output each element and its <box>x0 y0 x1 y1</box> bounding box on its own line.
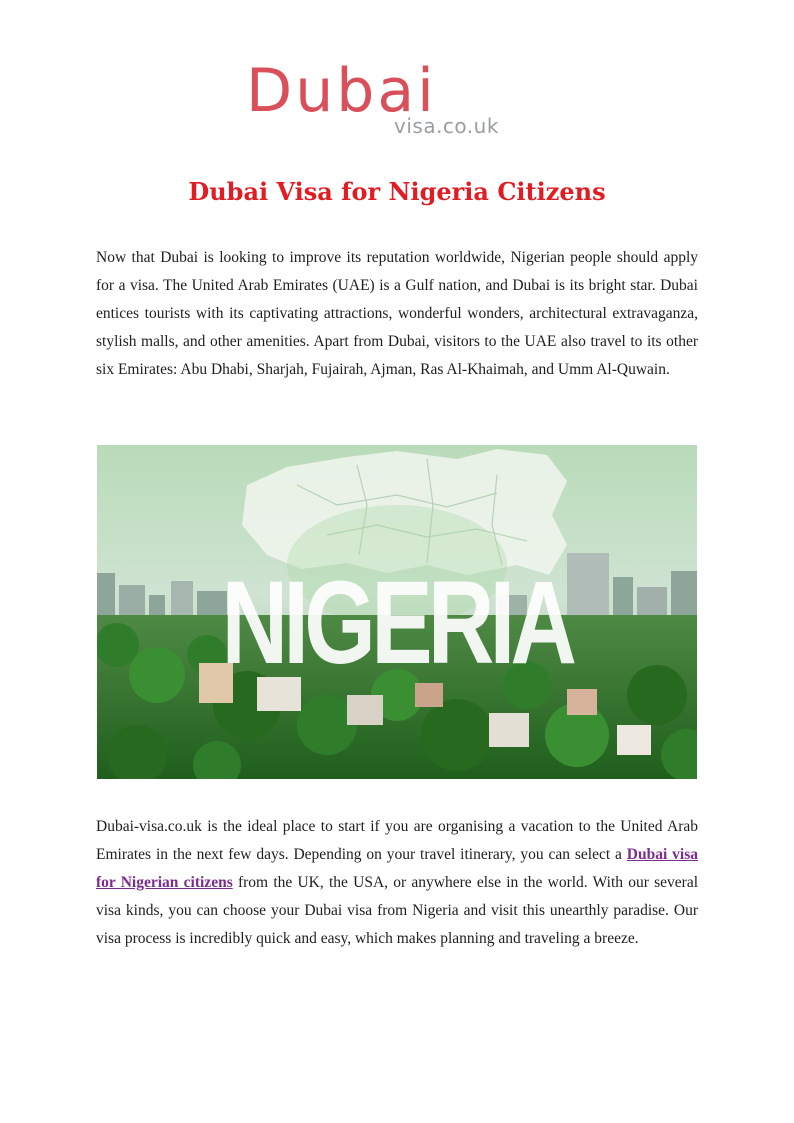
logo-domain: visa.co.uk <box>394 114 499 138</box>
dubai-visa-logo <box>246 58 546 140</box>
nigeria-hero-image <box>97 445 697 779</box>
logo-wordmark: Dubai <box>246 56 437 126</box>
nigeria-overlay-text: NIGERIA <box>221 557 573 689</box>
page-title: Dubai Visa for Nigeria Citizens <box>188 177 606 206</box>
intro-paragraph: Now that Dubai is looking to improve its reputation worldwide, Nigerian people should apply for a visa. The United Arab Emirates (UAE) is a Gulf nation, and Dubai is its bright star. Dubai entices tourists with its captivating attractions, wonderful wonders, architectural extravaganza, stylish malls, and other amenities. Apart from Dubai, visitors to the UAE also travel to its other six Emirates: Abu Dhabi, Sharjah, Fujairah, Ajman, Ras Al-Khaimah, and Umm Al-Quwain. <box>96 249 698 378</box>
body-text-before-link: Dubai-visa.co.uk is the ideal place to start if you are organising a vacation to the United Arab Emirates in the next few days. Depending on your travel itinerary, you can select a <box>96 818 698 863</box>
nigeria-cityscape-illustration <box>97 445 697 779</box>
body-text-after-link: from the UK, the USA, or anywhere else in the world. With our several visa kinds, you can choose your Dubai visa from Nigeria and visit this unearthly paradise. Our visa process is incredibly quick and easy, which makes planning and traveling a breeze. <box>96 874 699 947</box>
dubai-visa-nigerian-citizens-link[interactable]: Dubai visa for Nigerian citizens <box>96 846 698 891</box>
body-paragraph <box>96 813 698 953</box>
